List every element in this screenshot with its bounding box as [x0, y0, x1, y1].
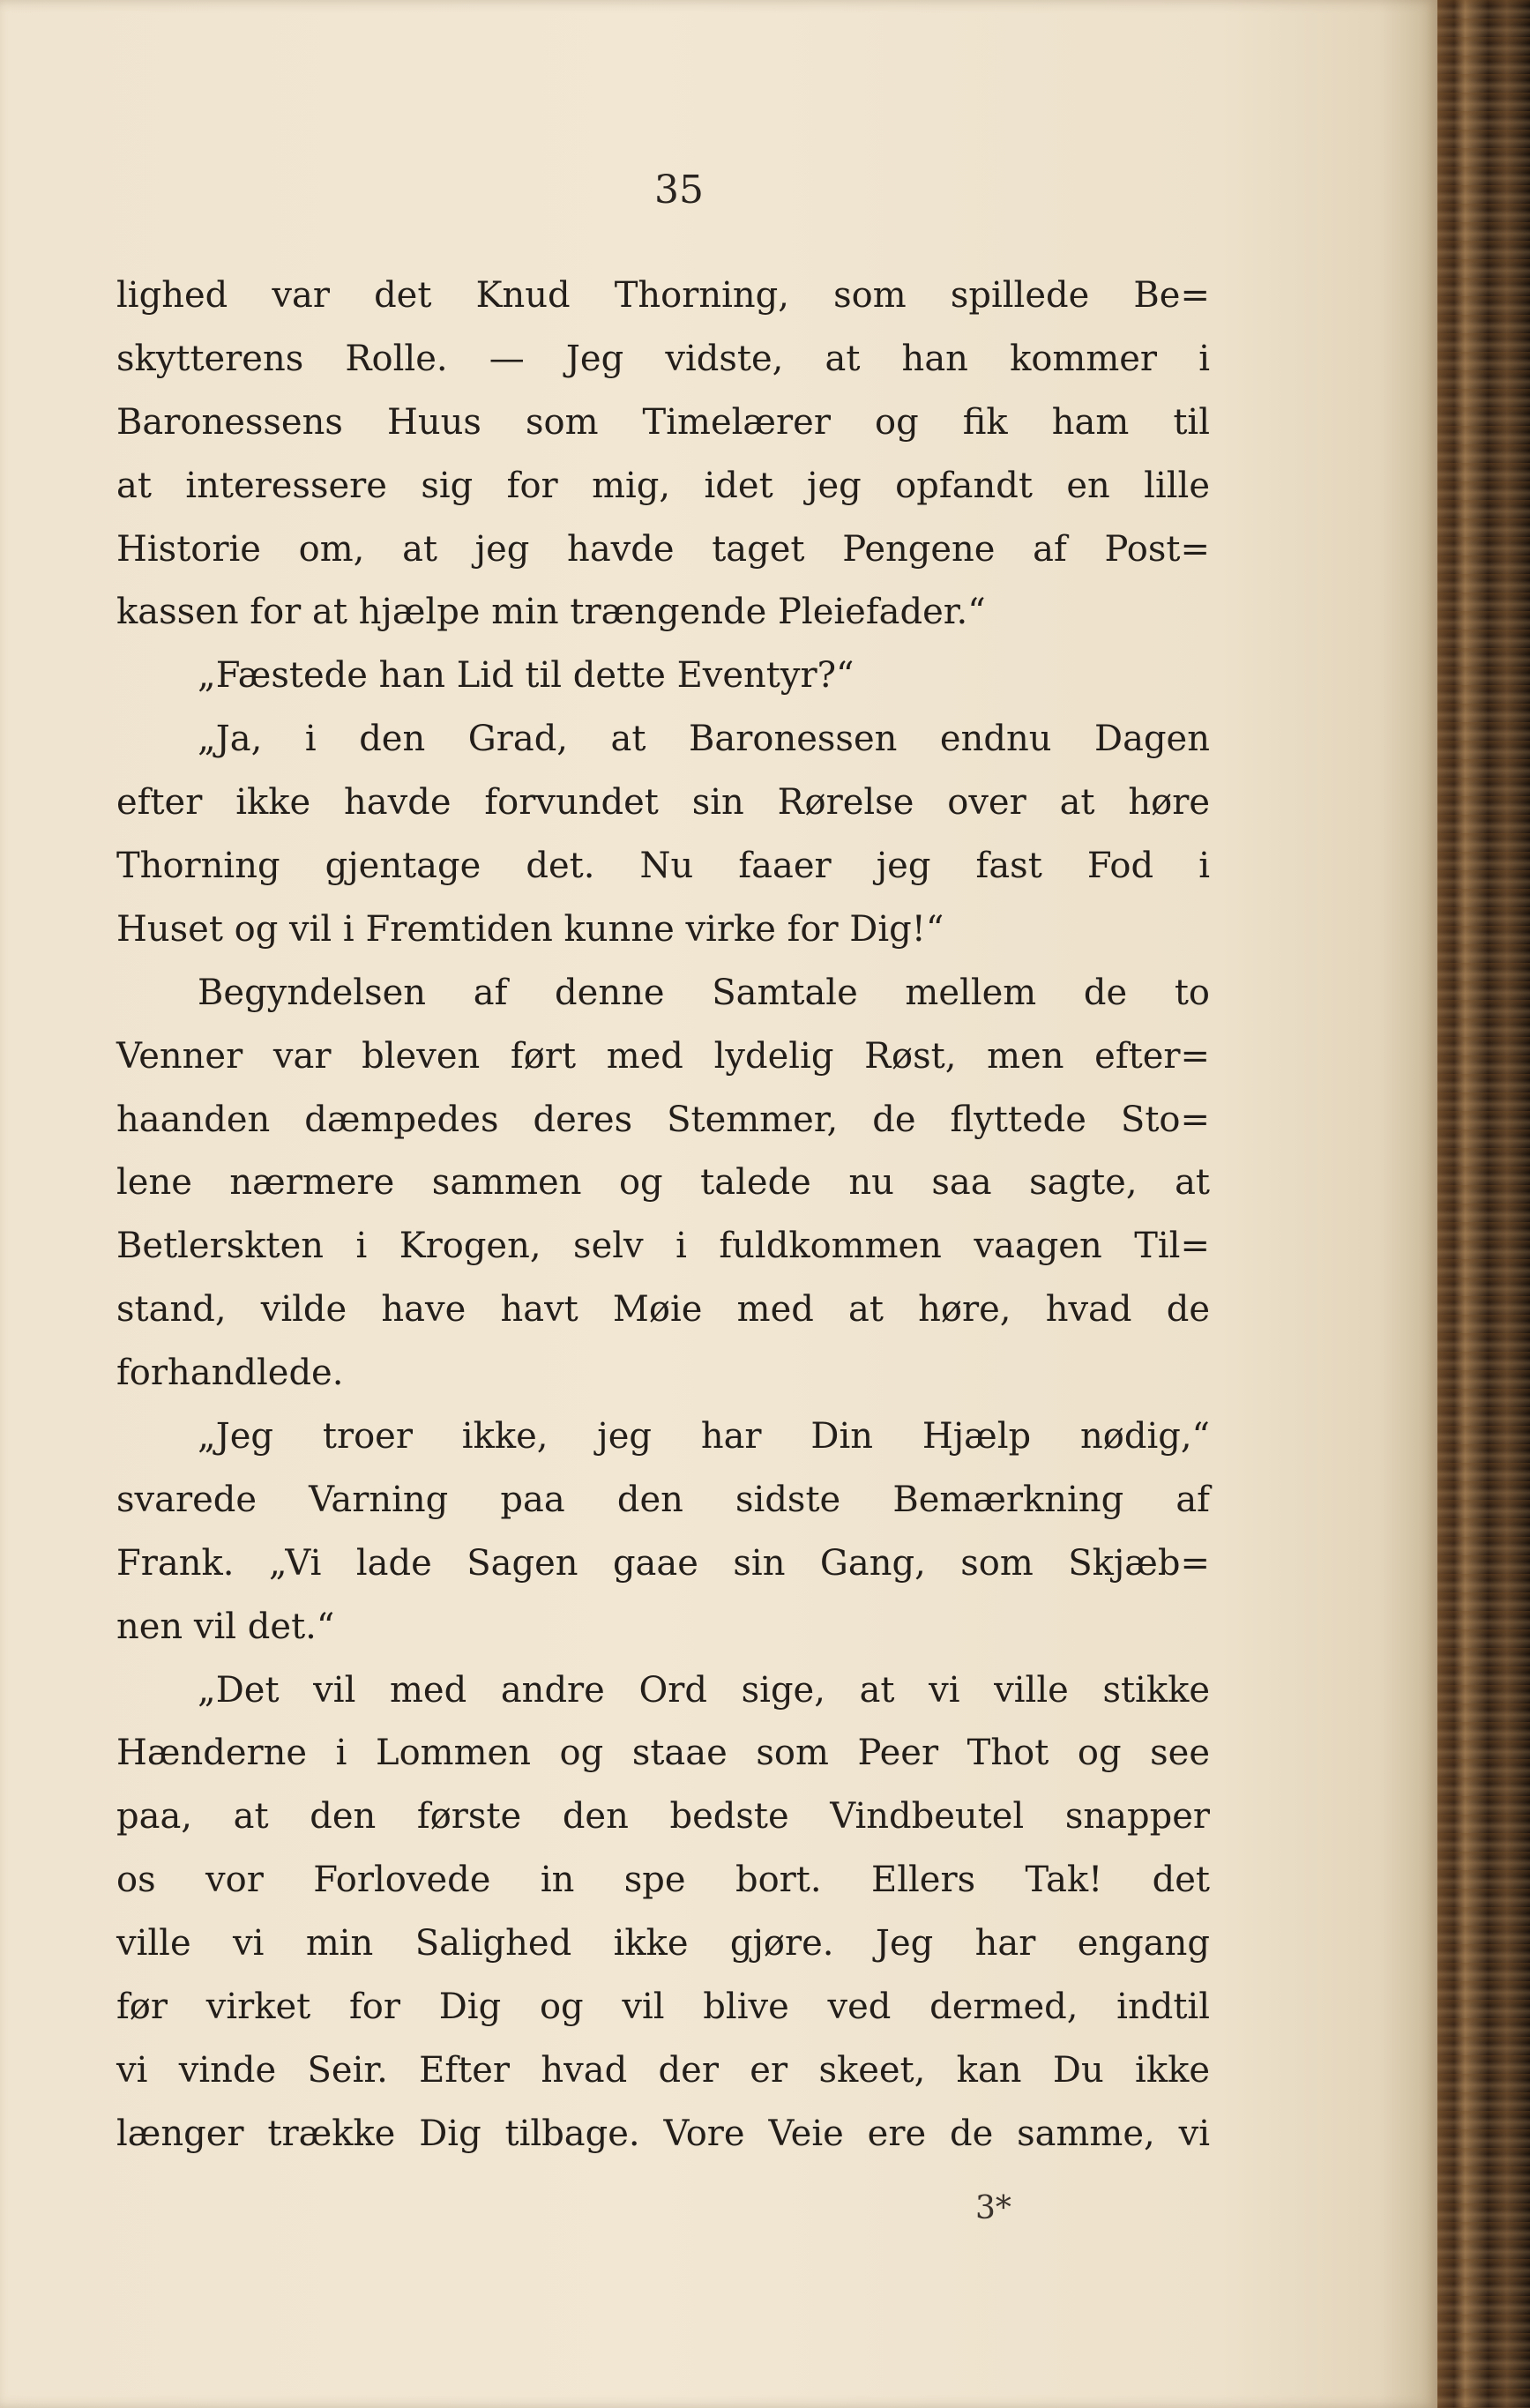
text-line: skytterens Rolle. — Jeg vidste, at han kommer i: [116, 338, 1210, 379]
body-text: [116, 265, 1210, 2166]
text-line: svarede Varning paa den sidste Bemærkning af: [116, 1479, 1210, 1520]
text-line: Thorning gjentage det. Nu faaer jeg fast Fod i: [116, 846, 1210, 887]
text-line: lene nærmere sammen og talede nu saa sagte, at: [116, 1162, 1210, 1204]
text-line: paa, at den første den bedste Vindbeutel snapper: [116, 1796, 1210, 1838]
text-line: Huset og vil i Fremtiden kunne virke for Dig!“: [116, 908, 944, 950]
text-line: „Ja, i den Grad, at Baronessen endnu Dagen: [198, 719, 1210, 760]
page-number: 35: [654, 168, 704, 212]
text-line: længer trække Dig tilbage. Vore Veie ere de samme, vi: [116, 2113, 1210, 2154]
text-line: haanden dæmpedes deres Stemmer, de flyttede Sto=: [116, 1099, 1210, 1140]
text-line: „Det vil med andre Ord sige, at vi ville stikke: [198, 1669, 1210, 1711]
text-line: os vor Forlovede in spe bort. Ellers Tak! det: [116, 1860, 1210, 1901]
text-line: ville vi min Salighed ikke gjøre. Jeg har engang: [116, 1923, 1210, 1964]
text-line: „Jeg troer ikke, jeg har Din Hjælp nødig,“: [198, 1416, 1210, 1457]
text-line: vi vinde Seir. Efter hvad der er skeet, kan Du ikke: [116, 2049, 1210, 2091]
text-line: Hænderne i Lommen og staae som Peer Thot og see: [116, 1733, 1210, 1774]
text-line: kassen for at hjælpe min trængende Pleiefader.“: [116, 592, 986, 633]
text-line: at interessere sig for mig, idet jeg opfandt en lille: [116, 465, 1210, 506]
text-line: før virket for Dig og vil blive ved dermed, indtil: [116, 1987, 1210, 2028]
text-line: Venner var bleven ført med lydelig Røst, men efter=: [116, 1035, 1210, 1077]
text-line: forhandlede.: [116, 1353, 344, 1394]
text-line: Begyndelsen af denne Samtale mellem de to: [198, 972, 1210, 1013]
text-line: Betlerskten i Krogen, selv i fuldkommen vaagen Til=: [116, 1226, 1210, 1267]
signature-mark: 3*: [975, 2190, 1011, 2226]
text-line: Historie om, at jeg havde taget Pengene af Post=: [116, 528, 1210, 570]
text-line: lighed var det Knud Thorning, som spillede Be=: [116, 275, 1210, 316]
text-line: stand, vilde have havt Møie med at høre, hvad de: [116, 1289, 1210, 1331]
text-line: efter ikke havde forvundet sin Rørelse over at høre: [116, 782, 1210, 824]
text-line: „Fæstede han Lid til dette Eventyr?“: [198, 655, 855, 697]
book-spine-edge: [1437, 0, 1530, 2408]
text-line: Frank. „Vi lade Sagen gaae sin Gang, som Skjæb=: [116, 1542, 1210, 1584]
text-line: Baronessens Huus som Timelærer og fik ham til: [116, 401, 1210, 443]
text-line: nen vil det.“: [116, 1606, 335, 1647]
